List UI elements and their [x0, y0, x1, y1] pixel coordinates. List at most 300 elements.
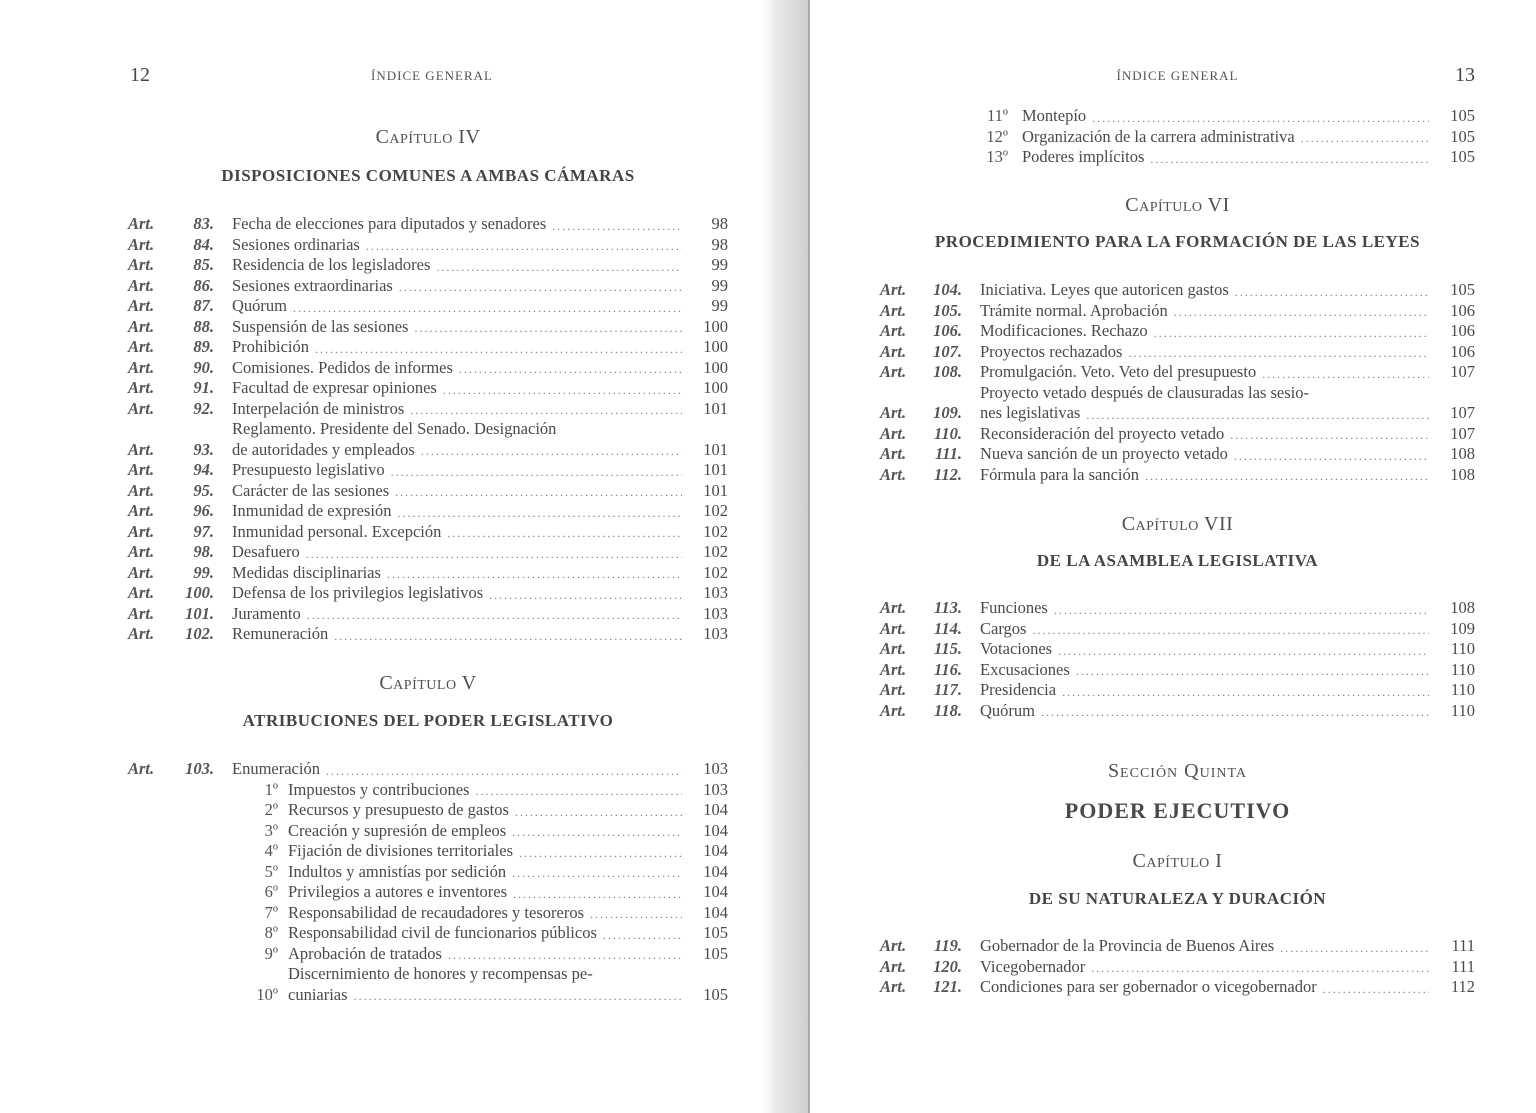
- entry-text: Sesiones extraordinarias: [232, 275, 393, 295]
- page-reference: 100: [703, 316, 728, 336]
- toc-entry[interactable]: [128, 903, 728, 924]
- article-number: 108.: [933, 362, 962, 381]
- entry-text: Remuneración: [232, 624, 329, 643]
- entry-title: [232, 759, 688, 780]
- toc-entry[interactable]: [128, 481, 728, 502]
- entry-title: [1022, 147, 1435, 168]
- dot-leader: [512, 823, 682, 841]
- toc-entry[interactable]: [880, 977, 1475, 998]
- entry-text: Cargos: [980, 618, 1027, 638]
- entry-title: [980, 280, 1435, 301]
- ordinal-number: 13º: [986, 147, 1008, 166]
- entry-title: [288, 862, 688, 883]
- entry-title: [232, 296, 688, 317]
- entry-text-line1: Proyecto vetado después de clausuradas las sesio-: [980, 382, 1309, 402]
- entry-title: [980, 444, 1435, 465]
- page-reference: 107: [1450, 423, 1475, 443]
- page-reference: 98: [711, 214, 728, 233]
- article-number: 116.: [934, 659, 962, 679]
- entry-text: Fecha de elecciones para diputados y senadores: [232, 214, 547, 233]
- chapter-vi-title-block: [880, 232, 1475, 252]
- entry-title: [232, 399, 688, 420]
- running-head-right: [880, 64, 1475, 88]
- entry-title: [980, 321, 1435, 342]
- article-number: 121.: [933, 977, 962, 996]
- entry-text-line2: cuniarias: [288, 984, 348, 1004]
- dot-leader: [603, 926, 682, 944]
- page-reference: 105: [1450, 126, 1475, 146]
- entry-title: [288, 780, 688, 801]
- running-head-left: [128, 64, 728, 88]
- article-number: 117.: [934, 680, 962, 699]
- entry-text: Carácter de las sesiones: [232, 480, 390, 500]
- entry-title: [980, 465, 1435, 486]
- page-reference: 103: [703, 779, 728, 799]
- article-label: Art.: [128, 583, 155, 602]
- article-label: Art.: [880, 280, 907, 299]
- toc-entry[interactable]: [128, 780, 728, 801]
- page-reference: 101: [703, 460, 728, 479]
- toc-entry[interactable]: [880, 321, 1475, 342]
- page-reference: 111: [1451, 956, 1475, 976]
- entry-text: Indultos y amnistías por sedición: [288, 861, 507, 881]
- article-label: Art.: [880, 956, 907, 976]
- article-number: 89.: [193, 337, 214, 356]
- article-number: 87.: [193, 296, 214, 315]
- toc-entry[interactable]: [880, 957, 1475, 978]
- entry-title: [232, 522, 688, 543]
- page-reference: 109: [1450, 618, 1475, 638]
- toc-entry[interactable]: [128, 522, 728, 543]
- dot-leader: [410, 401, 682, 419]
- toc-entry[interactable]: [128, 501, 728, 522]
- dot-leader: [447, 524, 682, 542]
- article-label: Art.: [880, 936, 907, 955]
- page-reference: 106: [1450, 341, 1475, 361]
- article-label: Art.: [128, 439, 155, 459]
- toc-entry[interactable]: [880, 701, 1475, 722]
- page-reference: 100: [703, 337, 728, 356]
- page-reference: 111: [1451, 936, 1475, 955]
- page-reference: 110: [1450, 639, 1475, 658]
- toc-entry[interactable]: [128, 964, 728, 1005]
- toc-entry[interactable]: [128, 235, 728, 256]
- page-reference: 103: [703, 624, 728, 643]
- toc-entry[interactable]: [880, 598, 1475, 619]
- article-label: Art.: [128, 460, 155, 479]
- toc-entry[interactable]: [880, 362, 1475, 383]
- article-number: 118.: [934, 700, 962, 720]
- toc-entry[interactable]: [128, 583, 728, 604]
- dot-leader: [1235, 283, 1429, 301]
- entry-title: [232, 460, 688, 481]
- dot-leader: [399, 278, 682, 296]
- entry-title: [980, 362, 1435, 383]
- entry-title: [232, 214, 688, 235]
- entry-title: [288, 821, 688, 842]
- toc-entry[interactable]: [880, 465, 1475, 486]
- page-reference: 101: [703, 439, 728, 459]
- article-label: Art.: [880, 444, 907, 463]
- article-number: 104.: [933, 280, 962, 299]
- article-label: Art.: [128, 521, 155, 541]
- page-reference: 105: [703, 923, 728, 942]
- article-label: Art.: [128, 759, 155, 778]
- article-label: Art.: [880, 300, 907, 320]
- dot-leader: [1032, 621, 1429, 639]
- entry-text: Poderes implícitos: [1022, 147, 1145, 166]
- entry-text: Iniciativa. Leyes que autoricen gastos: [980, 280, 1229, 299]
- toc-entry[interactable]: [128, 759, 728, 780]
- dot-leader: [552, 217, 682, 235]
- page-reference: 100: [703, 378, 728, 397]
- page-reference: 108: [1450, 598, 1475, 617]
- toc-entry[interactable]: [880, 147, 1475, 168]
- entry-text: Modificaciones. Rechazo: [980, 321, 1148, 340]
- toc-entry[interactable]: [880, 680, 1475, 701]
- dot-leader: [1062, 683, 1429, 701]
- article-label: Art.: [128, 214, 155, 233]
- toc-entry[interactable]: [128, 337, 728, 358]
- entry-text: Fórmula para la sanción: [980, 464, 1139, 484]
- dot-leader: [1128, 344, 1429, 362]
- dot-leader: [1145, 467, 1429, 485]
- toc-entry[interactable]: [880, 639, 1475, 660]
- page-reference: 104: [703, 902, 728, 922]
- entry-text: Excusaciones: [980, 659, 1070, 679]
- dot-leader: [512, 864, 682, 882]
- article-label: Art.: [128, 255, 155, 274]
- entry-title: [980, 957, 1435, 978]
- entry-title: [232, 378, 688, 399]
- chapter-vii-toc: [880, 598, 1475, 721]
- ordinal-number: 5º: [264, 861, 278, 881]
- toc-entry[interactable]: [128, 460, 728, 481]
- running-head-title: ÍNDICE GENERAL: [371, 68, 493, 83]
- entry-text: Organización de la carrera administrativa: [1022, 126, 1295, 146]
- toc-entry[interactable]: [128, 214, 728, 235]
- chapter-v-toc: [128, 759, 728, 1005]
- page-reference: 108: [1450, 464, 1475, 484]
- section-heading: [880, 760, 1475, 783]
- article-label: Art.: [880, 423, 907, 443]
- article-label: Art.: [880, 464, 907, 484]
- entry-text: Medidas disciplinarias: [232, 562, 381, 582]
- article-number: 98.: [193, 542, 214, 561]
- entry-text: Interpelación de ministros: [232, 398, 405, 418]
- toc-entry[interactable]: [880, 424, 1475, 445]
- dot-leader: [306, 545, 682, 563]
- dot-leader: [1041, 703, 1429, 721]
- entry-text: Desafuero: [232, 542, 300, 561]
- article-label: Art.: [128, 480, 155, 500]
- dot-leader: [515, 803, 682, 821]
- toc-entry[interactable]: [880, 660, 1475, 681]
- article-number: 90.: [193, 357, 214, 377]
- entry-text: Residencia de los legisladores: [232, 255, 431, 274]
- page-reference: 99: [711, 255, 728, 274]
- toc-entry[interactable]: [128, 862, 728, 883]
- article-number: 94.: [193, 460, 214, 479]
- article-number: 85.: [193, 255, 214, 274]
- page-reference: 107: [1450, 403, 1475, 422]
- entry-title: [980, 680, 1435, 701]
- dot-leader: [1092, 109, 1429, 127]
- entry-text: Recursos y presupuesto de gastos: [288, 800, 509, 819]
- article-label: Art.: [128, 337, 155, 356]
- page-reference: 103: [703, 759, 728, 778]
- article-label: Art.: [128, 357, 155, 377]
- toc-entry[interactable]: [128, 800, 728, 821]
- page-reference: 102: [703, 562, 728, 582]
- toc-entry[interactable]: [128, 604, 728, 625]
- toc-entry[interactable]: [128, 317, 728, 338]
- entry-title: [232, 583, 688, 604]
- dot-leader: [1234, 447, 1429, 465]
- page-reference: 102: [703, 542, 728, 561]
- toc-entry[interactable]: [880, 444, 1475, 465]
- chapter-vii-title-block: [880, 551, 1475, 571]
- chapter-vi-heading: [880, 194, 1475, 217]
- article-number: 120.: [933, 956, 962, 976]
- continued-toc: [880, 106, 1475, 168]
- page-reference: 99: [711, 275, 728, 295]
- dot-leader: [421, 442, 682, 460]
- entry-text: Trámite normal. Aprobación: [980, 300, 1168, 320]
- dot-leader: [1323, 980, 1429, 998]
- chapter-v-heading: [128, 672, 728, 695]
- book-gutter: [762, 0, 810, 1113]
- article-label: Art.: [880, 321, 907, 340]
- page-reference: 107: [1450, 362, 1475, 381]
- article-number: 91.: [193, 378, 214, 397]
- article-label: Art.: [128, 624, 155, 643]
- toc-entry[interactable]: [880, 342, 1475, 363]
- article-label: Art.: [880, 659, 907, 679]
- article-number: 101.: [185, 603, 214, 623]
- toc-entry[interactable]: [128, 255, 728, 276]
- entry-title: [232, 235, 688, 256]
- entry-text: Promulgación. Veto. Veto del presupuesto: [980, 362, 1257, 381]
- chapter-label: Capítulo VII: [1121, 513, 1234, 535]
- chapter-iv-heading: [128, 126, 728, 149]
- dot-leader: [326, 762, 682, 780]
- entry-title: [288, 964, 688, 1005]
- page-reference: 104: [703, 882, 728, 901]
- page-reference: 105: [1450, 147, 1475, 166]
- entry-text: Presupuesto legislativo: [232, 460, 385, 479]
- article-number: 111.: [934, 444, 962, 463]
- entry-title: [288, 841, 688, 862]
- article-label: Art.: [880, 598, 907, 617]
- article-label: Art.: [880, 341, 907, 361]
- article-number: 102.: [185, 624, 214, 643]
- article-number: 109.: [933, 403, 962, 422]
- dot-leader: [1150, 150, 1429, 168]
- entry-title: [980, 424, 1435, 445]
- toc-entry[interactable]: [128, 399, 728, 420]
- page-reference: 105: [1450, 106, 1475, 125]
- entry-title: [980, 619, 1435, 640]
- article-label: Art.: [880, 403, 907, 422]
- page-reference: 104: [703, 820, 728, 840]
- dot-leader: [307, 606, 682, 624]
- page-reference: 101: [703, 398, 728, 418]
- ordinal-number: 10º: [256, 984, 278, 1004]
- entry-text: Quórum: [980, 700, 1035, 720]
- page-reference: 98: [711, 234, 728, 254]
- toc-entry[interactable]: [128, 419, 728, 460]
- entry-title: [232, 419, 688, 460]
- article-label: Art.: [128, 378, 155, 397]
- entry-title: [980, 977, 1435, 998]
- article-number: 103.: [185, 759, 214, 778]
- dot-leader: [459, 360, 682, 378]
- entry-text: Responsabilidad civil de funcionarios públicos: [288, 923, 597, 942]
- page-reference: 103: [703, 583, 728, 602]
- section-chapter-title-block: [880, 889, 1475, 909]
- toc-entry[interactable]: [880, 106, 1475, 127]
- page-number: 12: [130, 64, 150, 86]
- toc-entry[interactable]: [880, 619, 1475, 640]
- left-page: [128, 0, 728, 1113]
- chapter-title: DE LA ASAMBLEA LEGISLATIVA: [1036, 551, 1319, 570]
- entry-text: Reconsideración del proyecto vetado: [980, 423, 1225, 443]
- article-number: 99.: [193, 562, 214, 582]
- toc-entry[interactable]: [880, 383, 1475, 424]
- entry-text: Inmunidad personal. Excepción: [232, 521, 442, 541]
- entry-text-line2: nes legislativas: [980, 403, 1081, 422]
- entry-title: [232, 255, 688, 276]
- chapter-title: PROCEDIMIENTO PARA LA FORMACIÓN DE LAS LEYES: [934, 232, 1421, 251]
- article-number: 95.: [193, 480, 214, 500]
- dot-leader: [1154, 324, 1429, 342]
- chapter-label: Capítulo V: [379, 672, 477, 694]
- entry-text-line1: Discernimiento de honores y recompensas pe-: [288, 964, 593, 983]
- toc-entry[interactable]: [128, 358, 728, 379]
- page-reference: 110: [1450, 680, 1475, 699]
- toc-entry[interactable]: [880, 280, 1475, 301]
- chapter-label: Capítulo IV: [375, 126, 481, 148]
- entry-title: [232, 358, 688, 379]
- article-number: 106.: [933, 321, 962, 340]
- toc-entry[interactable]: [128, 276, 728, 297]
- chapter-title: DE SU NATURALEZA Y DURACIÓN: [1028, 889, 1327, 908]
- article-number: 97.: [193, 521, 214, 541]
- entry-title: [232, 337, 688, 358]
- article-label: Art.: [880, 700, 907, 720]
- entry-title: [288, 923, 688, 944]
- entry-text-line2: de autoridades y empleados: [232, 439, 415, 459]
- page-reference: 110: [1450, 700, 1475, 720]
- entry-text: Defensa de los privilegios legislativos: [232, 583, 484, 602]
- entry-title: [980, 660, 1435, 681]
- article-number: 96.: [193, 501, 214, 520]
- dot-leader: [1091, 959, 1429, 977]
- page-reference: 103: [703, 603, 728, 623]
- article-label: Art.: [128, 501, 155, 520]
- dot-leader: [519, 844, 682, 862]
- ordinal-number: 1º: [264, 779, 278, 799]
- dot-leader: [334, 627, 682, 645]
- entry-text: Nueva sanción de un proyecto vetado: [980, 444, 1228, 463]
- dot-leader: [436, 258, 682, 276]
- article-number: 105.: [933, 300, 962, 320]
- dot-leader: [1174, 303, 1429, 321]
- ordinal-number: 8º: [264, 923, 278, 942]
- entry-text: Suspensión de las sesiones: [232, 316, 409, 336]
- toc-entry[interactable]: [128, 624, 728, 645]
- entry-text: Privilegios a autores e inventores: [288, 882, 508, 901]
- dot-leader: [354, 987, 682, 1005]
- article-label: Art.: [880, 680, 907, 699]
- toc-entry[interactable]: [128, 821, 728, 842]
- article-number: 115.: [934, 639, 962, 658]
- ordinal-number: 9º: [264, 943, 278, 963]
- toc-entry[interactable]: [128, 378, 728, 399]
- entry-title: [980, 598, 1435, 619]
- ordinal-number: 12º: [986, 126, 1008, 146]
- toc-entry[interactable]: [128, 944, 728, 965]
- chapter-iv-toc: [128, 214, 728, 645]
- entry-text: Inmunidad de expresión: [232, 501, 392, 520]
- page-reference: 99: [711, 296, 728, 315]
- chapter-iv-title-block: [128, 166, 728, 186]
- entry-title: [288, 882, 688, 903]
- entry-text: Prohibición: [232, 337, 309, 356]
- page-reference: 105: [703, 943, 728, 963]
- section-title: PODER EJECUTIVO: [1064, 798, 1291, 823]
- dot-leader: [489, 586, 682, 604]
- dot-leader: [513, 885, 682, 903]
- toc-entry[interactable]: [128, 563, 728, 584]
- entry-title: [288, 944, 688, 965]
- toc-entry[interactable]: [128, 841, 728, 862]
- article-number: 110.: [934, 423, 962, 443]
- entry-text: Aprobación de tratados: [288, 943, 442, 963]
- dot-leader: [1280, 939, 1429, 957]
- dot-leader: [395, 483, 682, 501]
- dot-leader: [1230, 426, 1429, 444]
- dot-leader: [448, 946, 682, 964]
- entry-title: [1022, 106, 1435, 127]
- chapter-vi-toc: [880, 280, 1475, 485]
- entry-title: [232, 624, 688, 645]
- article-label: Art.: [880, 618, 907, 638]
- entry-text: Proyectos rechazados: [980, 341, 1123, 361]
- entry-title: [980, 639, 1435, 660]
- article-label: Art.: [880, 977, 907, 996]
- entry-text: Quórum: [232, 296, 287, 315]
- toc-entry[interactable]: [880, 127, 1475, 148]
- entry-line2: [980, 403, 1435, 424]
- toc-entry[interactable]: [128, 882, 728, 903]
- entry-text-line1: Reglamento. Presidente del Senado. Designación: [232, 419, 557, 438]
- toc-entry[interactable]: [128, 296, 728, 317]
- toc-entry[interactable]: [128, 923, 728, 944]
- dot-leader: [391, 463, 682, 481]
- entry-title: [1022, 127, 1435, 148]
- toc-entry[interactable]: [128, 542, 728, 563]
- page-reference: 110: [1450, 659, 1475, 679]
- entry-text: Impuestos y contribuciones: [288, 779, 470, 799]
- article-number: 84.: [193, 234, 214, 254]
- entry-text: Gobernador de la Provincia de Buenos Aires: [980, 936, 1275, 955]
- toc-entry[interactable]: [880, 936, 1475, 957]
- toc-entry[interactable]: [880, 301, 1475, 322]
- entry-title: [232, 604, 688, 625]
- entry-title: [288, 903, 688, 924]
